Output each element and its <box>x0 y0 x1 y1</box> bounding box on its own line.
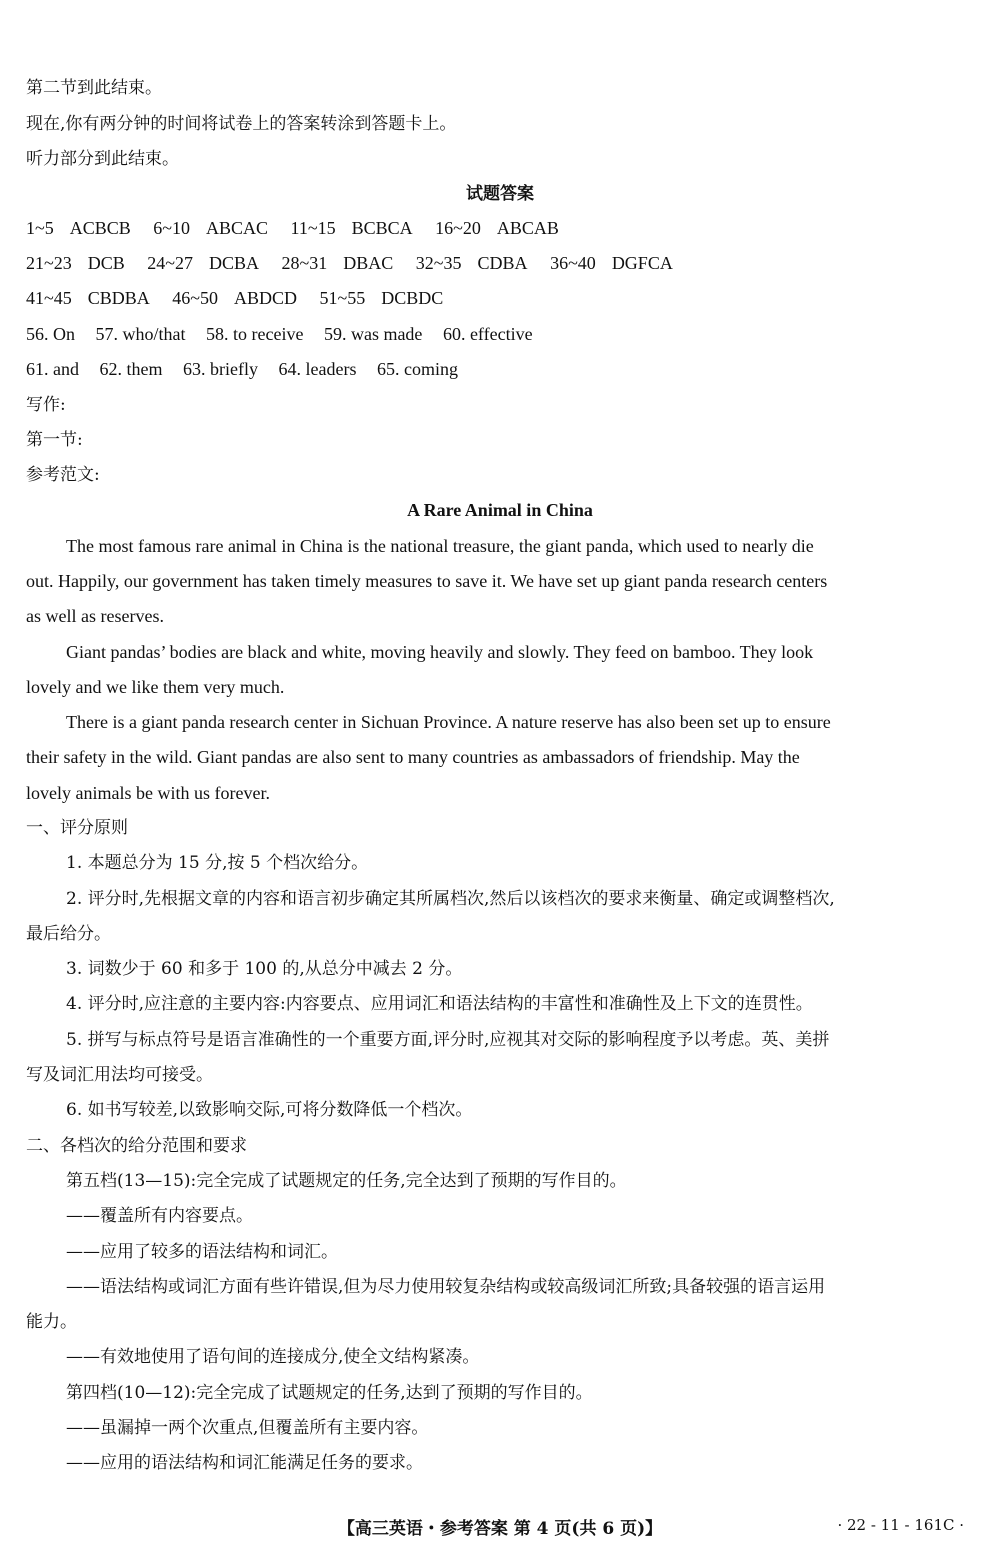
scoring-rule-2-line1: 2. 评分时,先根据文章的内容和语言初步确定其所属档次,然后以该档次的要求来衡量、确定或调整档次, <box>66 889 835 909</box>
answer-item: 65. coming <box>376 359 458 379</box>
essay-para1-line3: as well as reserves. <box>26 606 164 626</box>
scoring-rule-5-line1: 5. 拼写与标点符号是语言准确性的一个重要方面,评分时,应视其对交际的影响程度予以考虑。英、美拼 <box>66 1030 830 1050</box>
writing-label: 写作: <box>26 395 66 415</box>
level-5-item-c-line2: 能力。 <box>26 1312 77 1332</box>
answers-row-5 <box>26 357 976 381</box>
answers-row-2 <box>26 251 976 275</box>
header-line-3: 听力部分到此结束。 <box>26 149 179 169</box>
answer-item: 64. leaders <box>278 359 357 379</box>
answer-range: 11~15 <box>290 218 336 238</box>
level-4-item-b: ——应用的语法结构和词汇能满足任务的要求。 <box>66 1453 423 1473</box>
answer-group: ABCAC <box>206 218 269 238</box>
answer-group: DCBA <box>209 253 260 273</box>
answer-group: ACBCB <box>69 218 131 238</box>
answer-range: 32~35 <box>415 253 462 273</box>
answer-group: CBDBA <box>87 288 150 308</box>
level-4-item-a: ——虽漏掉一两个次重点,但覆盖所有主要内容。 <box>66 1418 429 1438</box>
answer-range: 1~5 <box>26 218 54 238</box>
answers-row-1 <box>26 216 976 240</box>
answer-item: 59. was made <box>323 324 423 344</box>
scoring-rule-5-line2: 写及词汇用法均可接受。 <box>26 1065 213 1085</box>
answer-range: 28~31 <box>281 253 328 273</box>
scoring-rule-4: 4. 评分时,应注意的主要内容:内容要点、应用词汇和语法结构的丰富性和准确性及上下文的连贯性。 <box>66 994 813 1014</box>
essay-para1-line1: The most famous rare animal in China is the national treasure, the giant panda, which used to nearly die <box>66 536 814 556</box>
answer-range: 41~45 <box>26 288 72 308</box>
page-footer-title: 【高三英语・参考答案 第 4 页(共 6 页)】 <box>337 1519 663 1539</box>
answer-group: ABDCD <box>234 288 298 308</box>
page-footer-code: · 22 - 11 - 161C · <box>837 1516 964 1534</box>
answer-item: 60. effective <box>442 324 533 344</box>
header-line-1: 第二节到此结束。 <box>26 78 162 98</box>
answer-group: DCBDC <box>381 288 444 308</box>
level-4-heading: 第四档(10—12):完全完成了试题规定的任务,达到了预期的写作目的。 <box>66 1383 593 1403</box>
answer-group: BCBCA <box>351 218 413 238</box>
answers-row-3 <box>26 286 976 310</box>
answer-item: 57. who/that <box>95 324 186 344</box>
answer-group: ABCAB <box>496 218 559 238</box>
sample-essay-label: 参考范文: <box>26 465 100 485</box>
scoring-rule-2-line2: 最后给分。 <box>26 924 111 944</box>
answer-range: 36~40 <box>550 253 596 273</box>
answers-title: 试题答案 <box>466 184 534 204</box>
level-5-heading: 第五档(13—15):完全完成了试题规定的任务,完全达到了预期的写作目的。 <box>66 1171 627 1191</box>
answer-range: 46~50 <box>172 288 219 308</box>
scoring-principles-title: 一、评分原则 <box>26 818 128 838</box>
answer-range: 51~55 <box>319 288 366 308</box>
levels-title: 二、各档次的给分范围和要求 <box>26 1136 247 1156</box>
scoring-rule-6: 6. 如书写较差,以致影响交际,可将分数降低一个档次。 <box>66 1100 473 1120</box>
answer-group: DGFCA <box>611 253 673 273</box>
answer-item: 63. briefly <box>183 359 258 379</box>
essay-title: A Rare Animal in China <box>407 500 593 520</box>
answer-range: 24~27 <box>147 253 194 273</box>
answer-item: 62. them <box>99 359 163 379</box>
writing-section-label: 第一节: <box>26 430 83 450</box>
header-line-2: 现在,你有两分钟的时间将试卷上的答案转涂到答题卡上。 <box>26 114 457 134</box>
essay-para3-line2: their safety in the wild. Giant pandas are also sent to many countries as ambassadors of friendship. May the <box>26 747 800 767</box>
essay-para2-line1: Giant pandas’ bodies are black and white, moving heavily and slowly. They feed on bamboo. They look <box>66 642 814 662</box>
scoring-rule-1: 1. 本题总分为 15 分,按 5 个档次给分。 <box>66 853 369 873</box>
scoring-rule-3: 3. 词数少于 60 和多于 100 的,从总分中减去 2 分。 <box>66 959 463 979</box>
answer-range: 6~10 <box>153 218 191 238</box>
essay-para3-line1: There is a giant panda research center in Sichuan Province. A nature reserve has also been set up to ensure <box>66 712 831 732</box>
answer-group: DCB <box>87 253 125 273</box>
essay-para3-line3: lovely animals be with us forever. <box>26 783 270 803</box>
level-5-item-b: ——应用了较多的语法结构和词汇。 <box>66 1242 338 1262</box>
answer-item: 58. to receive <box>206 324 304 344</box>
answer-item: 61. and <box>26 359 79 379</box>
answer-group: CDBA <box>477 253 528 273</box>
level-5-item-d: ——有效地使用了语句间的连接成分,使全文结构紧凑。 <box>66 1347 480 1367</box>
level-5-item-c-line1: ——语法结构或词汇方面有些许错误,但为尽力使用较复杂结构或较高级词汇所致;具备较强的语言运用 <box>66 1277 826 1297</box>
essay-para2-line2: lovely and we like them very much. <box>26 677 285 697</box>
answer-range: 16~20 <box>435 218 481 238</box>
answers-row-4 <box>26 322 976 346</box>
answer-group: DBAC <box>343 253 394 273</box>
level-5-item-a: ——覆盖所有内容要点。 <box>66 1206 253 1226</box>
essay-para1-line2: out. Happily, our government has taken timely measures to save it. We have set up giant panda research centers <box>26 571 828 591</box>
answer-range: 21~23 <box>26 253 72 273</box>
answer-item: 56. On <box>26 324 75 344</box>
